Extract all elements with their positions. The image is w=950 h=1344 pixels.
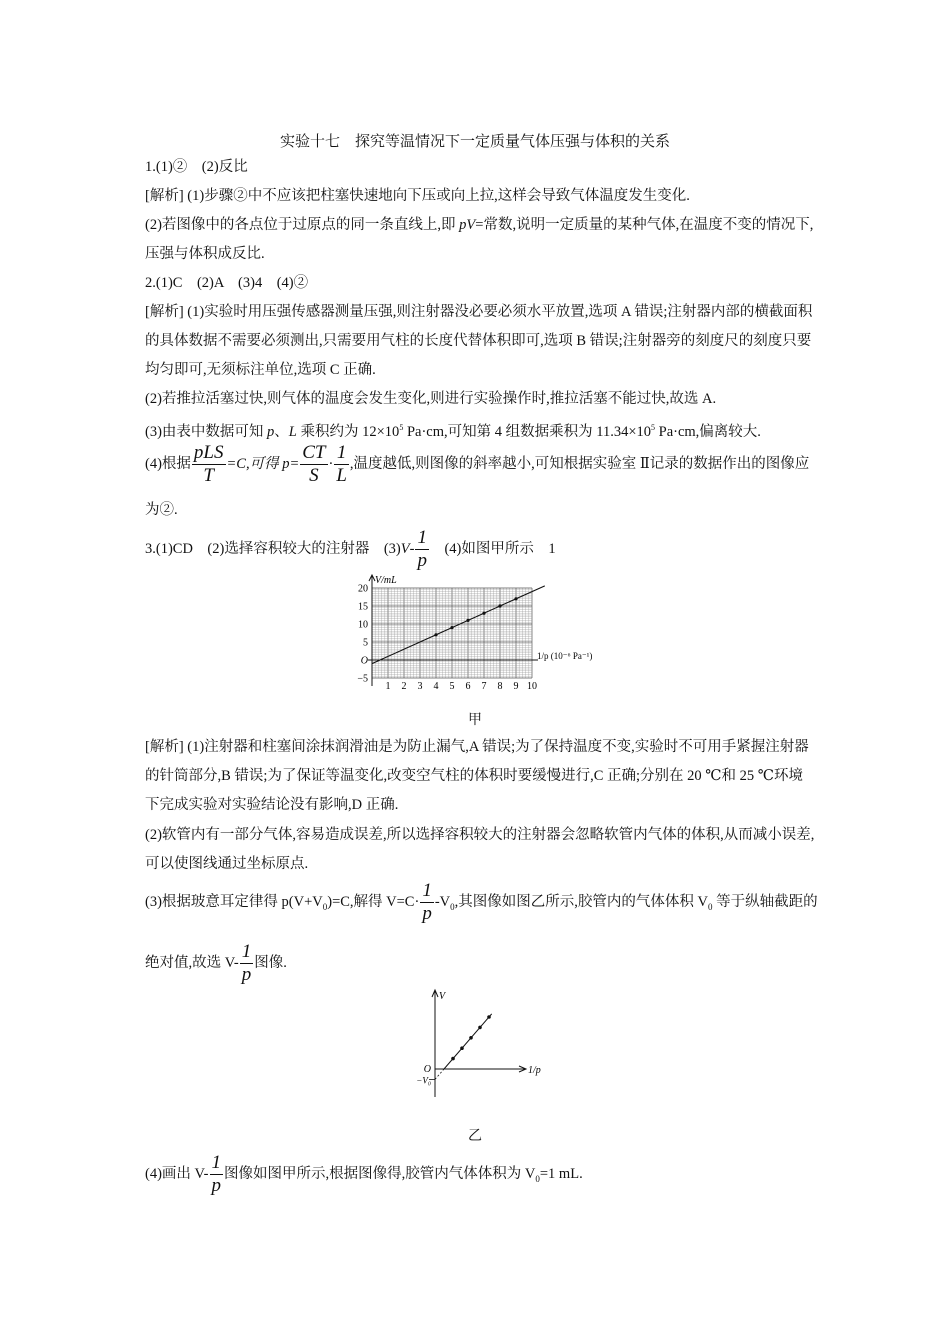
q1-analysis-2b: 压强与体积成反比.: [145, 246, 265, 262]
figure-yi-caption: 乙: [468, 1129, 482, 1144]
y-axis-label: V: [439, 991, 446, 1002]
fraction: $\frac{1}{p}$: [417, 527, 427, 572]
q3-analysis-4: (2)软管内有一部分气体,容易造成误差,所以选择容积较大的注射器会忽略软管内气体的体积,从而减小误差,: [145, 827, 815, 843]
q2-analysis-5: (3)由表中数据可知 p、L 乘积约为 $12\times 10^5$ Pa·cm,可知第 4 组数据乘积为 $11.34\times 10^5$ Pa·cm,偏离较大.: [145, 423, 761, 440]
figure-jia-caption: 甲: [468, 713, 482, 728]
x-axis-label: 1/p (10⁻⁶ Pa⁻¹): [537, 651, 593, 661]
x-tick-label: 6: [465, 681, 471, 692]
figure-yi-chart: [405, 985, 555, 1105]
figure-jia-chart: [350, 572, 605, 692]
q2-answer: 2.(1)C (2)A (3)4 (4)②: [145, 275, 309, 291]
data-point: [450, 626, 453, 629]
y-tick-label: −5: [357, 673, 368, 685]
q3-analysis-3: 下完成实验对实验结论没有影响,D 正确.: [145, 797, 399, 813]
page-title: 实验十七 探究等温情况下一定质量气体压强与体积的关系: [279, 134, 670, 150]
data-point: [466, 619, 469, 622]
q1-analysis-2a: (2)若图像中的各点位于过原点的同一条直线上,即 pV=常数,说明一定质量的某种气体,在温度不变的情况下,: [145, 217, 814, 233]
q2-analysis-6: (4)根据 $\frac{\text{pLS}}{T}$ =C,可得 p= $\frac{CT}{S}$ · $\frac{1}{L}$ ,温度越低,则图像的斜率越小,可知根据实验室 Ⅱ记录的数据作出的图像应: [145, 442, 810, 487]
origin-label: O: [360, 655, 368, 667]
x-axis-label: 1/p: [528, 1065, 541, 1076]
q3-analysis-2: 的针筒部分,B 错误;为了保证等温变化,改变空气柱的体积时要缓慢进行,C 正确;分别在 20 ℃和 25 ℃环境: [145, 768, 803, 784]
q2-analysis-4: (2)若推拉活塞过快,则气体的温度会发生变化,则进行实验操作时,推拉活塞不能过快,故选 A.: [145, 391, 717, 407]
data-point: [469, 1036, 473, 1040]
q3-analysis-7: 绝对值,故选 V- $\frac{1}{p}$ 图像.: [145, 941, 287, 986]
fraction: $\frac{1}{p}$: [211, 1152, 222, 1197]
origin-label: O: [423, 1064, 431, 1075]
data-point: [482, 612, 485, 615]
fraction: $\frac{1}{p}$: [241, 941, 252, 986]
x-tick-label: 9: [513, 681, 519, 692]
data-point: [434, 633, 437, 636]
q3-analysis-6: (3)根据玻意耳定律得 $p(V+V_0)=C$,解得 V=C· $\frac{1}{p}$ $-V_0$,其图像如图乙所示,胶管内的气体体积 $V_0$ 等于纵轴截距的: [145, 880, 818, 925]
y-tick-label: 5: [363, 637, 368, 649]
intercept-label: −V₀: [416, 1075, 431, 1086]
q1-analysis-1: [解析] (1)步骤②中不应该把柱塞快速地向下压或向上拉,这样会导致气体温度发生变化.: [145, 188, 690, 204]
q3-analysis-8: (4)画出 V- $\frac{1}{p}$ 图像如图甲所示,根据图像得,胶管内气体体积为 $V_0=1$ mL.: [145, 1152, 583, 1197]
data-point: [451, 1057, 455, 1061]
x-tick-label: 3: [417, 681, 423, 692]
x-tick-label: 5: [449, 681, 455, 692]
data-point: [460, 1046, 464, 1050]
q2-analysis-1: [解析] (1)实验时用压强传感器测量压强,则注射器没必要必须水平放置,选项 A 错误;注射器内部的横截面积: [145, 304, 813, 320]
q3-answer: 3.(1)CD (2)选择容积较大的注射器 (3)V- $\frac{1}{p}$ (4)如图甲所示 1: [145, 527, 556, 572]
q2-analysis-3: 均匀即可,无须标注单位,选项 C 正确.: [145, 362, 376, 378]
q3-analysis-1: [解析] (1)注射器和柱塞间涂抹润滑油是为防止漏气,A 错误;为了保持温度不变,实验时不可用手紧握注射器: [145, 739, 809, 755]
fraction: $\frac{1}{L}$: [336, 442, 347, 487]
fraction: $\frac{CT}{S}$: [302, 442, 326, 487]
x-tick-label: 10: [527, 681, 537, 692]
data-point: [478, 1026, 482, 1030]
q2-analysis-7: 为②.: [145, 502, 178, 518]
y-tick-label: 10: [358, 619, 368, 631]
y-axis-label: V/mL: [375, 575, 397, 586]
q3-analysis-5: 可以使图线通过坐标原点.: [145, 856, 309, 872]
extrapolated-line: [435, 1069, 444, 1079]
fit-line: [444, 1014, 492, 1069]
data-point: [514, 597, 517, 600]
fraction: $\frac{\text{pLS}}{T}$: [193, 442, 224, 487]
q2-analysis-2: 的具体数据不需要必须测出,只需要用气柱的长度代替体积即可,选项 B 错误;注射器旁的刻度尺的刻度只要: [145, 333, 812, 349]
y-tick-label: 15: [358, 601, 368, 613]
x-tick-label: 1: [385, 681, 391, 692]
x-tick-label: 4: [433, 681, 439, 692]
fraction: $\frac{1}{p}$: [422, 880, 432, 925]
q1-answer: 1.(1)② (2)反比: [145, 159, 248, 175]
data-point: [487, 1015, 491, 1019]
data-point: [498, 604, 501, 607]
x-tick-label: 8: [497, 681, 503, 692]
x-tick-label: 2: [401, 681, 407, 692]
y-tick-label: 20: [358, 583, 368, 595]
x-tick-label: 7: [481, 681, 487, 692]
